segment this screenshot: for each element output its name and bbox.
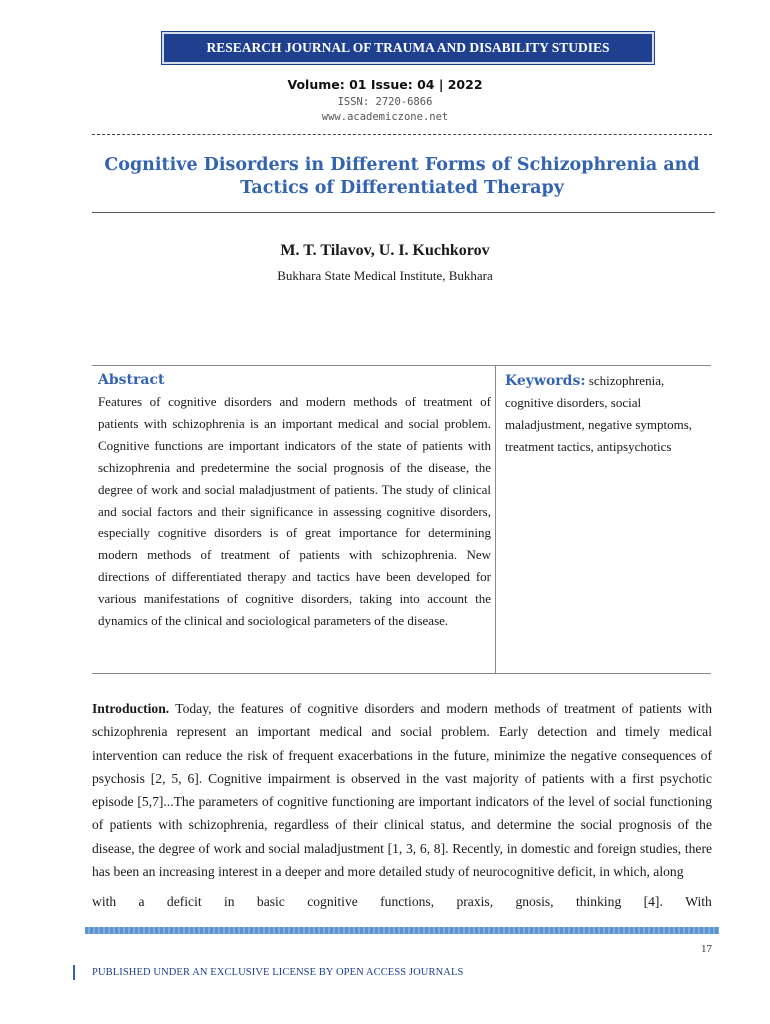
page-number: 17	[701, 943, 712, 955]
last-line-word: in	[223, 894, 235, 909]
issn: ISSN: 2720-6866	[337, 96, 433, 108]
footer-license-text: PUBLISHED UNDER AN EXCLUSIVE LICENSE BY OPEN ACCESS JOURNALS	[92, 967, 464, 978]
last-line-word: thinking	[575, 894, 622, 909]
footer-divider-bar	[85, 927, 719, 934]
journal-banner: RESEARCH JOURNAL OF TRAUMA AND DISABILITY STUDIES	[162, 32, 654, 64]
introduction-paragraph	[92, 697, 712, 883]
keywords-label: Keywords:	[505, 373, 586, 389]
last-line-word: gnosis,	[515, 894, 554, 909]
keywords-section	[496, 366, 711, 673]
abstract-heading: Abstract	[98, 372, 165, 388]
last-line-word: deficit	[166, 894, 202, 909]
introduction-label: Introduction.	[92, 701, 170, 716]
last-line-word: praxis,	[456, 894, 494, 909]
last-line-word: cognitive	[307, 894, 358, 909]
last-line-word: basic	[256, 894, 285, 909]
introduction-text: Today, the features of cognitive disorders and modern methods of treatment of patients with schizophrenia represent an important medical and social problem. Early detection and timely medical intervention can reduce the risk of frequent exacerbations in the future, minimize the negative consequences of psychosis [2, 5, 6]. Cognitive impairment is observed in the vast majority of patients with a first psychotic episode [5,7]...The parameters of cognitive functioning are important indicators of the level of social functioning of patients with schizophrenia, regardless of their clinical status, and determine the social prognosis of the disease, the degree of work and social maladjustment [1, 3, 6, 8]. Recently, in domestic and foreign studies, there has been an increasing interest in a deeper and more detailed study of neurocognitive deficit, in which, along	[92, 701, 712, 880]
header-divider	[92, 134, 712, 135]
journal-website-link[interactable]: www.academiczone.net	[321, 111, 449, 123]
last-line-word: with	[92, 894, 117, 909]
affiliation: Bukhara State Medical Institute, Bukhara	[277, 268, 493, 283]
abstract-text: Features of cognitive disorders and modern methods of treatment of patients with schizophrenia is an important medical and social problem. Cognitive functions are important indicators of the state of patients with schizophrenia and predetermine the social prognosis of the disease, the degree of work and social maladjustment of patients. The study of clinical and social factors and their significance in assessing cognitive disorders, especially cognitive disorders is of great importance for determining modern methods of treatment of patients with schizophrenia. New directions of differentiated therapy and tactics have been developed for various manifestations of cognitive disorders, taking into account the dynamics of the clinical and sociological parameters of the disease.	[98, 394, 491, 629]
title-divider	[92, 212, 715, 213]
footer-accent-mark	[73, 965, 75, 980]
abstract-keywords-table	[92, 365, 711, 674]
paper-title-line-1: Cognitive Disorders in Different Forms of Schizophrenia and	[104, 155, 700, 175]
last-line-word: With	[685, 894, 712, 909]
volume-issue: Volume: 01 Issue: 04 | 2022	[287, 77, 483, 92]
last-line-word: [4].	[643, 894, 663, 909]
keywords-text: schizophrenia, cognitive disorders, social maladjustment, negative symptoms, treatment tactics, antipsychotics	[505, 373, 693, 454]
last-line-word: functions,	[380, 894, 435, 909]
introduction-last-line	[92, 894, 712, 910]
paper-title	[92, 154, 712, 200]
abstract-section	[92, 366, 496, 673]
last-line-word: a	[138, 894, 145, 909]
authors: M. T. Tilavov, U. I. Kuchkorov	[280, 242, 490, 259]
paper-title-line-2: Tactics of Differentiated Therapy	[240, 178, 564, 198]
